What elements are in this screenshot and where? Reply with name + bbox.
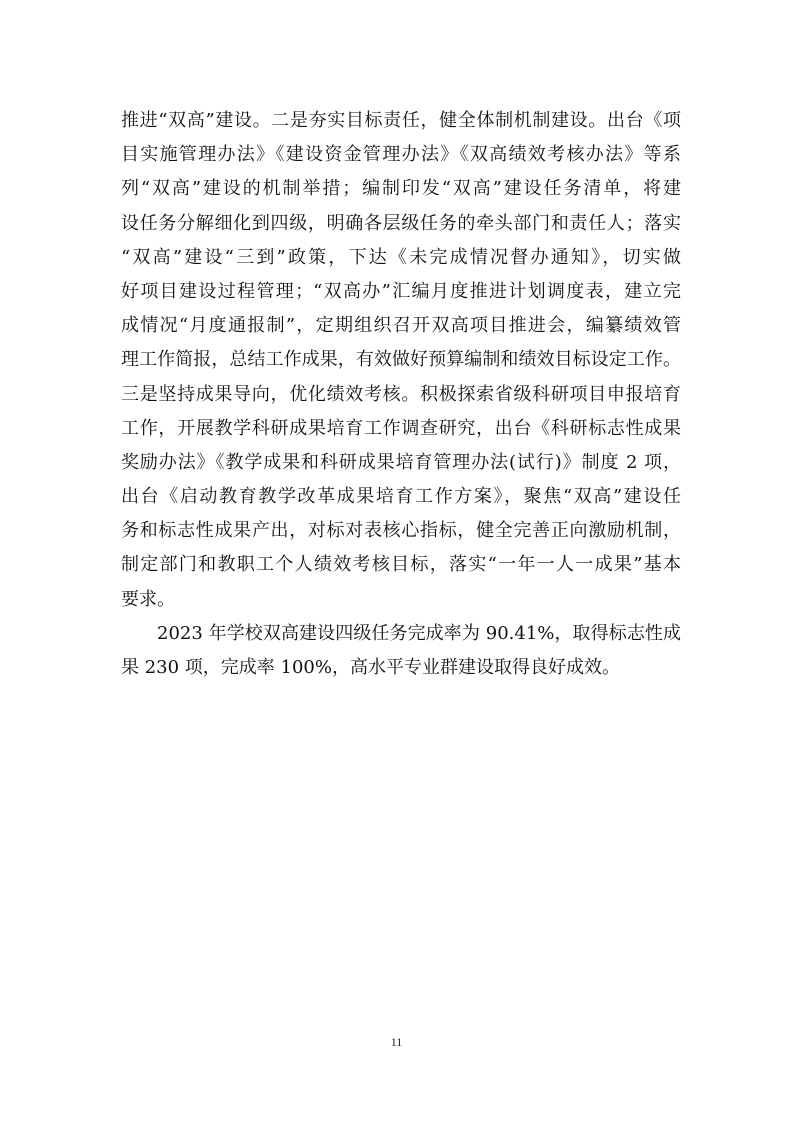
text-line: 果 230 项，完成率 100%，高水平专业群建设取得良好成效。 bbox=[121, 657, 620, 678]
body-text bbox=[121, 104, 681, 685]
text-line: 成情况“月度通报制”，定期组织召开双高项目推进会，编纂绩效管 bbox=[121, 315, 681, 337]
text-line: 务和标志性成果产出，对标对表核心指标，健全完善正向激励机制， bbox=[121, 520, 681, 542]
text-line: 要求。 bbox=[121, 588, 175, 610]
text-line: 2023 年学校双高建设四级任务完成率为 90.41%，取得标志性成 bbox=[157, 622, 681, 644]
text-line: “双高”建设“三到”政策，下达《未完成情况督办通知》，切实做 bbox=[121, 246, 681, 268]
text-line: 奖励办法》《教学成果和科研成果培育管理办法(试行)》制度 2 项， bbox=[121, 451, 681, 473]
text-line: 出台《启动教育教学改革成果培育工作方案》，聚焦“双高”建设任 bbox=[121, 486, 681, 508]
text-line: 三是坚持成果导向，优化绩效考核。积极探索省级科研项目申报培育 bbox=[121, 383, 681, 405]
paragraph-1 bbox=[121, 104, 681, 617]
text-line: 目实施管理办法》《建设资金管理办法》《双高绩效考核办法》等系 bbox=[121, 144, 681, 166]
text-line: 设任务分解细化到四级，明确各层级任务的牵头部门和责任人；落实 bbox=[121, 212, 681, 234]
text-line: 好项目建设过程管理；“双高办”汇编月度推进计划调度表，建立完 bbox=[121, 280, 681, 302]
text-line: 推进“双高”建设。二是夯实目标责任，健全体制机制建设。出台《项 bbox=[121, 110, 681, 131]
paragraph-2 bbox=[121, 617, 681, 685]
text-line: 列“双高”建设的机制举措；编制印发“双高”建设任务清单，将建 bbox=[121, 178, 681, 200]
page-number: 11 bbox=[390, 1035, 403, 1049]
text-line: 工作，开展教学科研成果培育工作调查研究，出台《科研标志性成果 bbox=[121, 417, 681, 439]
text-line: 理工作简报，总结工作成果，有效做好预算编制和绩效目标设定工作。 bbox=[121, 349, 681, 371]
text-line: 制定部门和教职工个人绩效考核目标，落实“一年一人一成果”基本 bbox=[121, 554, 681, 576]
